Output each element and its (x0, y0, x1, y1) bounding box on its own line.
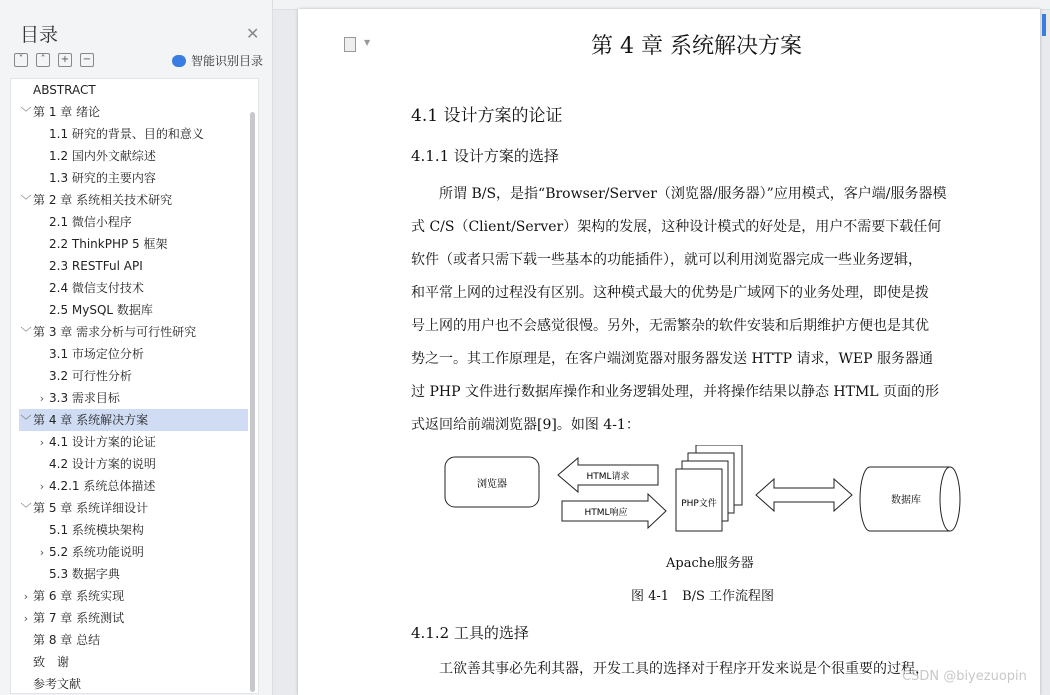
toc-item-label: 2.4 微信支付技术 (49, 281, 144, 295)
chevron-down-icon[interactable]: ▼ (364, 38, 371, 47)
toc-item-label: 3.2 可行性分析 (49, 369, 132, 383)
expand-icon[interactable]: ˄ (36, 53, 50, 67)
chevron-icon[interactable]: ﹀ (20, 414, 32, 427)
toc-item[interactable] (19, 607, 124, 629)
toc-item-label: 第 2 章 系统相关技术研究 (33, 193, 173, 207)
chevron-icon[interactable]: › (23, 612, 29, 625)
browser-label: 浏览器 (477, 479, 507, 490)
paragraph-line: 势之一。其工作原理是，在客户端浏览器对服务器发送 HTTP 请求，WEP 服务器通 (411, 351, 933, 367)
watermark: CSDN @biyezuopin (902, 669, 1027, 684)
collapse-icon[interactable]: ˅ (14, 53, 28, 67)
section-heading: 4.1 设计方案的论证 (411, 106, 563, 126)
chevron-icon[interactable]: ﹀ (20, 106, 32, 119)
toc-item[interactable] (19, 321, 196, 343)
close-icon[interactable]: ✕ (246, 24, 260, 43)
toc-item-label: 5.2 系统功能说明 (49, 545, 144, 559)
toc-item[interactable] (19, 673, 81, 694)
toc-scrollbar[interactable] (250, 112, 255, 692)
sidebar-title: 目录 (20, 24, 59, 46)
toc-item[interactable] (35, 453, 156, 475)
chevron-icon[interactable]: ﹀ (20, 326, 32, 339)
toc-item-label: 第 1 章 绪论 (33, 105, 101, 119)
toc-item[interactable] (19, 585, 124, 607)
toc-item[interactable] (19, 651, 69, 673)
toc-item[interactable] (35, 145, 156, 167)
toc-item[interactable] (35, 431, 156, 453)
toc-item-label: 3.3 需求目标 (49, 391, 120, 405)
smart-toc-label: 智能识别目录 (191, 54, 264, 68)
toc-item-label: 5.1 系统模块架构 (49, 523, 144, 537)
toc-sidebar (0, 0, 273, 695)
paragraph-line: 式返回给前端浏览器[9]。如图 4-1： (411, 417, 640, 433)
toc-item-label: 致 谢 (33, 655, 70, 669)
toc-item[interactable] (35, 211, 132, 233)
scroll-indicator[interactable] (1042, 14, 1046, 36)
toc-item[interactable] (35, 233, 167, 255)
toc-item-label: 参考文献 (33, 677, 82, 691)
request-label: HTML请求 (586, 472, 630, 482)
toc-item[interactable] (19, 629, 100, 651)
toc-item[interactable] (19, 189, 172, 211)
toc-item[interactable] (19, 79, 96, 101)
body-paragraph (411, 178, 997, 442)
toc-item-label: 第 8 章 总结 (33, 633, 101, 647)
sidebar-toolbar (14, 53, 94, 67)
paragraph-line: 式 C/S（Client/Server）架构的发展，这种设计模式的好处是，用户不需要下载任何 (411, 219, 942, 235)
toc-item-label: 1.3 研究的主要内容 (49, 171, 156, 185)
remove-icon[interactable]: − (80, 53, 94, 67)
toc-item-label: 4.2.1 系统总体描述 (49, 479, 156, 493)
toc-item-label: 1.1 研究的背景、目的和意义 (49, 127, 204, 141)
body-last-line: 工欲善其事必先利其器，开发工具的选择对于程序开发来说是个很重要的过程， (411, 661, 929, 677)
bidirectional-arrow (756, 479, 852, 511)
figure-caption: 图 4-1 B/S 工作流程图 (631, 589, 775, 604)
toc-item[interactable] (35, 167, 156, 189)
toc-item-label: 2.2 ThinkPHP 5 框架 (49, 237, 168, 251)
toc-item-label: 第 3 章 需求分析与可行性研究 (33, 325, 197, 339)
paragraph-line: 过 PHP 文件进行数据库操作和业务逻辑处理，并将操作结果以静态 HTML 页面的形 (411, 384, 940, 400)
paragraph-line: 所谓 B/S，是指“Browser/Server（浏览器/服务器）”应用模式，客户端/服务器模 (411, 186, 947, 202)
document-page (298, 9, 1040, 695)
toc-item[interactable] (35, 365, 132, 387)
toc-item-label: 5.3 数据字典 (49, 567, 120, 581)
toc-item[interactable] (35, 299, 153, 321)
chevron-icon[interactable]: › (39, 480, 45, 493)
toc-item-label: 4.2 设计方案的说明 (49, 457, 156, 471)
toc-item[interactable] (35, 343, 144, 365)
server-label: Apache服务器 (666, 556, 754, 571)
bs-diagram (438, 445, 978, 565)
toc-item[interactable] (35, 123, 204, 145)
toc-item-label: 第 6 章 系统实现 (33, 589, 125, 603)
toc-item[interactable] (35, 277, 144, 299)
add-icon[interactable]: + (58, 53, 72, 67)
toc-item[interactable] (35, 519, 144, 541)
toc-item[interactable] (19, 497, 148, 519)
toc-item[interactable] (35, 563, 120, 585)
toc-item-label: 3.1 市场定位分析 (49, 347, 144, 361)
chevron-icon[interactable]: › (39, 546, 45, 559)
chevron-icon[interactable]: › (39, 392, 45, 405)
toc-item-label: 1.2 国内外文献综述 (49, 149, 156, 163)
toc-item[interactable] (19, 101, 100, 123)
toc-item-label: 第 4 章 系统解决方案 (33, 413, 149, 427)
php-label: PHP文件 (681, 499, 717, 509)
subsection-heading-1: 4.1.1 设计方案的选择 (411, 147, 559, 165)
chevron-icon[interactable]: ﹀ (20, 502, 32, 515)
toc-item[interactable] (35, 255, 143, 277)
paragraph-line: 和平常上网的过程没有区别。这种模式最大的优势是广域网下的业务处理，即使是拨 (411, 285, 929, 301)
document-icon[interactable] (344, 37, 356, 52)
response-label: HTML响应 (584, 508, 628, 518)
chapter-title: 第 4 章 系统解决方案 (591, 34, 802, 59)
toc-item-label: 2.1 微信小程序 (49, 215, 132, 229)
toc-item-label: 4.1 设计方案的论证 (49, 435, 156, 449)
chevron-icon[interactable]: › (39, 436, 45, 449)
toc-list (10, 78, 259, 694)
toc-item-label: 第 5 章 系统详细设计 (33, 501, 149, 515)
toc-item[interactable] (35, 475, 155, 497)
chevron-icon[interactable]: ﹀ (20, 194, 32, 207)
toc-item[interactable] (19, 409, 248, 431)
toc-item-label: 2.3 RESTFul API (49, 259, 143, 273)
smart-toc-button[interactable] (172, 52, 263, 69)
toc-item-label: 第 7 章 系统测试 (33, 611, 125, 625)
toc-item-label: 2.5 MySQL 数据库 (49, 303, 153, 317)
toc-item[interactable] (35, 541, 144, 563)
db-label: 数据库 (891, 495, 921, 506)
paragraph-line: 号上网的用户也不会感觉很慢。另外，无需繁杂的软件安装和后期维护方便也是其优 (411, 318, 929, 334)
toc-item-label: ABSTRACT (33, 83, 96, 97)
smart-toc-icon (172, 55, 186, 67)
paragraph-line: 软件（或者只需下载一些基本的功能插件），就可以利用浏览器完成一些业务逻辑， (411, 252, 922, 268)
subsection-heading-2: 4.1.2 工具的选择 (411, 624, 529, 642)
chevron-icon[interactable]: › (23, 590, 29, 603)
toc-item[interactable] (35, 387, 120, 409)
